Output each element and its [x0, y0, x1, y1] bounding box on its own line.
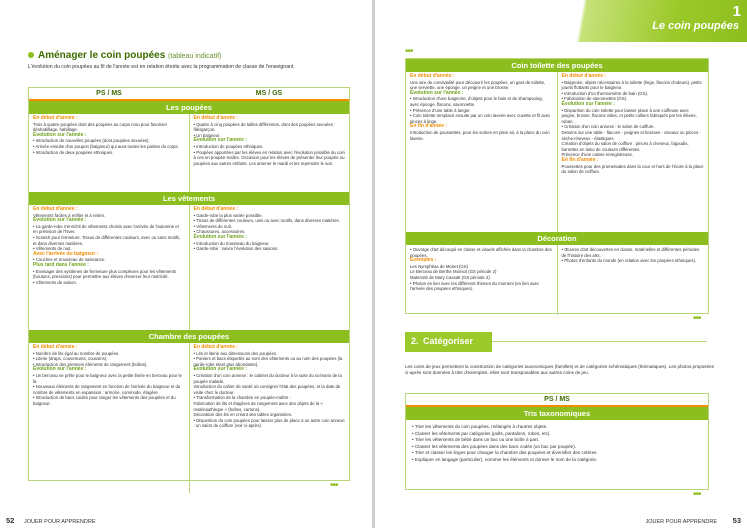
cell-left: • Ouvrage d'art découpé en classe et visuels affichés dans la chambre des poupées. Exemples : Les Nymphéas de Monet (GS) Le Berceau de Berthe Morisot (GS période 2) Maternité de Mary Cassatt (GS période 2) • Photos en lien avec les différents thèmes du moment (en lien avec l'arrivée des poupées ethniques).: [406, 245, 557, 315]
table-row: [29, 205, 349, 330]
cell-right: En début d'année : • Lits et literie aux dimensions des poupées. • Paniers et bacs étiquetés au nom des vêtements ou au nom des poupées (la garde-robe étant plus abondante). Évolution sur l'année : • Création d'un coin annexe : le cabinet du docteur à la suite du scénario de la poupée malade. Introduction du cahier de santé où consigner l'état des poupées, et la date de visite chez le docteur. • Transformation de la chambre en poupée-maître : Fabrication de lits et étagères de rangement avec des objets de la « matériauthèque » (boîtes, cartons). Décoration des lits en créant des tables organisées. • Disposition du coin poupées pour laisser plus de place à un autre coin annexe : un salon de coiffure (voir ci-après).: [189, 343, 350, 493]
list-item: • Classer les vêtements par catégories (pulls, pantalons, robes, etc).: [412, 431, 702, 438]
column-headers: [406, 394, 708, 407]
band-toilette: Coin toilette des poupées: [406, 59, 708, 72]
cell-right: • Œuvres d'art découvertes en classe, matérielles et différentes périodes de l'histoire des arts. • Photos d'enfants du monde (en relation avec les poupées ethniques).: [557, 245, 709, 315]
heading-rule: [492, 341, 707, 342]
cell-left: En début d'année : Une aire de convivialité pour découvrir les poupées, un gant de toilette, une serviette, une éponge, un peigne et une brosse. Évolution sur l'année : • Introduction d'une baignoire, d'objets pour le bain et de shampooing, avec éponge, flacons, savonnette. • Présence d'une table à langer. • Coin toilette remplacé ensuite par un coin laverie avec cuvette et fil avec pinces à linge. En fin d'année : Introduction de poussettes, pour les sorties en plein air, à la place du coin laverie.: [406, 72, 557, 232]
column-headers: [29, 88, 349, 101]
table-row: [29, 343, 349, 493]
list-item: • Classer les vêtements des poupées dans des bacs codés (un bac par poupée).: [412, 444, 702, 451]
bullet-icon: [28, 52, 34, 58]
col-header-ps-ms: PS / MS: [96, 90, 122, 97]
left-footer: [0, 514, 372, 528]
list-item: • Trier les vêtements du coin poupées, mélangés à d'autres objets.: [412, 424, 702, 431]
section-heading-box: [405, 332, 492, 352]
band-poupees: Les poupées: [29, 101, 349, 114]
table-row: [406, 72, 708, 232]
section-title: Aménager le coin poupées (tableau indicatif): [28, 50, 221, 61]
footer-text: JOUER POUR APPRENDRE: [645, 519, 717, 525]
band-chambre: Chambre des poupées: [29, 330, 349, 343]
col-header-ms-gs: MS / GS: [255, 90, 283, 97]
table-row: [29, 114, 349, 192]
section-number: 2.: [411, 336, 419, 346]
page-number: 52: [6, 516, 15, 525]
left-page: [0, 0, 372, 528]
col-header-ps-ms: PS / MS: [544, 396, 570, 403]
cell-right: En début d'année : • Garde-robe la plus variée possible. • Tissus de différentes couleurs, unis ou avec motifs, dans diverses matières. • Vêtements de nuit. • Chaussures, accessoires. Évolution sur l'année : • Introduction du trousseau du baigneur. • Garde-robe : suivre l'évolution des saisons.: [189, 205, 350, 330]
cell-left: En début d'année : Vêtements faciles à enfiler et à retirer. Évolution sur l'année : • La garde-robe s'enrichit de vêtements choisis avec l'arrivée de l'automne et en prévision de l'hiver. • Scratch pour fermeture. Tissus de différentes couleurs, avec ou sans motifs, et dans diverses matières. • Vêtements de nuit. Avec l'arrivée du baigneur : • Couches et trousseau de naissance. Plus tard dans l'année : • Envisager des systèmes de fermeture plus complexes pour les vêtements (boutons, pressions) pour permettre aux élèves d'exercer leur motricité. • Vêtements de saison.: [29, 205, 189, 330]
list-item: • Expliquer en langage (particulier), nommer les éléments et donner le nom de la catégorie.: [412, 457, 702, 464]
dots-decoration: •••: [405, 46, 413, 57]
cell-left: En début d'année : Trois à quatre poupées dont des poupées au corps mou pour favoriser déshabillage, habillage. Évolution sur l'année : • Introduction de nouvelles poupées (dont poupées sexuées). • Arrivée ensuite d'un poupon (baigneur) qui aura toutes les parties du corps. • Introduction de deux poupées ethniques.: [29, 114, 189, 192]
cell-right: En début d'année : • Quatre à cinq poupées de tailles différentes, dont des poupées sexuées : fille/garçon. • Un baigneur. Évolution sur l'année : • Introduction de poupées ethniques. • Poupées apportées par les élèves en relation avec l'évolution possible du coin à ces en poupée-maître. Occasion pour les élèves de présenter leur poupée ou poupées aux autres enfants. Les amener le mardi et les reprendre le soir.: [189, 114, 350, 192]
right-footer: [375, 514, 747, 528]
cell-left: En début d'année : • Nombre de lits égal au nombre de poupées. • Literie (draps, couvertures, coussins). • Introduction des premiers éléments de rangement (boîtes). Évolution sur l'année : • Un berceau se prête pour le baigneur avec la petite literie en berceau pour le lit. • Nouveaux éléments de rangement en fonction de l'arrivée du baigneur et du nombre de vêtements en expansion : armoire, commode, étagère. • Introduction de bacs coulés pour ranger les vêtements des poupées et du baigneur.: [29, 343, 189, 493]
chapter-number: 1: [732, 3, 741, 20]
chapter-banner: [375, 0, 747, 42]
list-item: • Trier et classer les linges pour changer la chambre des poupées et diversifier des critères.: [412, 450, 702, 457]
dots-decoration: •••: [693, 313, 701, 324]
band-vetements: Les vêtements: [29, 192, 349, 205]
section-intro: L'évolution du coin poupées au fil de l'année est en relation étroite avec la programmation de classe de l'enseignant.: [28, 64, 295, 70]
footer-text: JOUER POUR APPRENDRE: [24, 519, 96, 525]
page-number: 53: [732, 516, 741, 525]
list-item: • Trier les vêtements de bébé dans un bac ou une boîte à part.: [412, 437, 702, 444]
toilette-table: [405, 58, 709, 314]
table-row: [406, 245, 708, 315]
cell-right: En début d'année : • Baignoire, objets nécessaires à la toilette (linge, flacons d'odeurs), petits jouets flottants pour le baigneur. • Introduction d'un thermomètre de bain (GS). • Fabrication de savonnettes (GS). Évolution sur l'année : • Disparition du coin toilette pour laisser place à une coiffeuse avec peigne, brosse, flacons vides, et petits colliers fabriqués par les élèves, ruban. • Création d'un coin annexe : le salon de coiffure. Dessins sur une table - flacons - peignes et brosses - ciseaux ou pinces - sèche-cheveux - élastiques Création d'objets du salon de coiffure : pinces à cheveux, bigoudis, barrettes en laine de couleurs différentes. Présence d'une caisse enregistreuse. En fin d'année : Poussettes pour des promenades dans la cour et hors de l'école à la place du salon de coiffure.: [557, 72, 709, 232]
tri-list: [406, 420, 708, 467]
dots-decoration: •••: [330, 480, 338, 491]
amenagement-table: [28, 87, 350, 481]
dots-decoration: •••: [693, 489, 701, 500]
band-tris: Tris taxonomiques: [406, 407, 708, 420]
tri-table: [405, 393, 709, 490]
right-page: [375, 0, 747, 528]
categoriser-intro: Les coins de jeux permettent la construction de catégories taxonomiques (familles) et de catégories schématiques (thématiques). Les photos proposées ci-après sont données à titre d'exemples, elles sont transposables aux autres coins de jeu.: [405, 364, 714, 375]
chapter-title: Le coin poupées: [652, 20, 739, 32]
section-heading: Catégoriser: [423, 336, 474, 346]
band-decoration: Décoration: [406, 232, 708, 245]
